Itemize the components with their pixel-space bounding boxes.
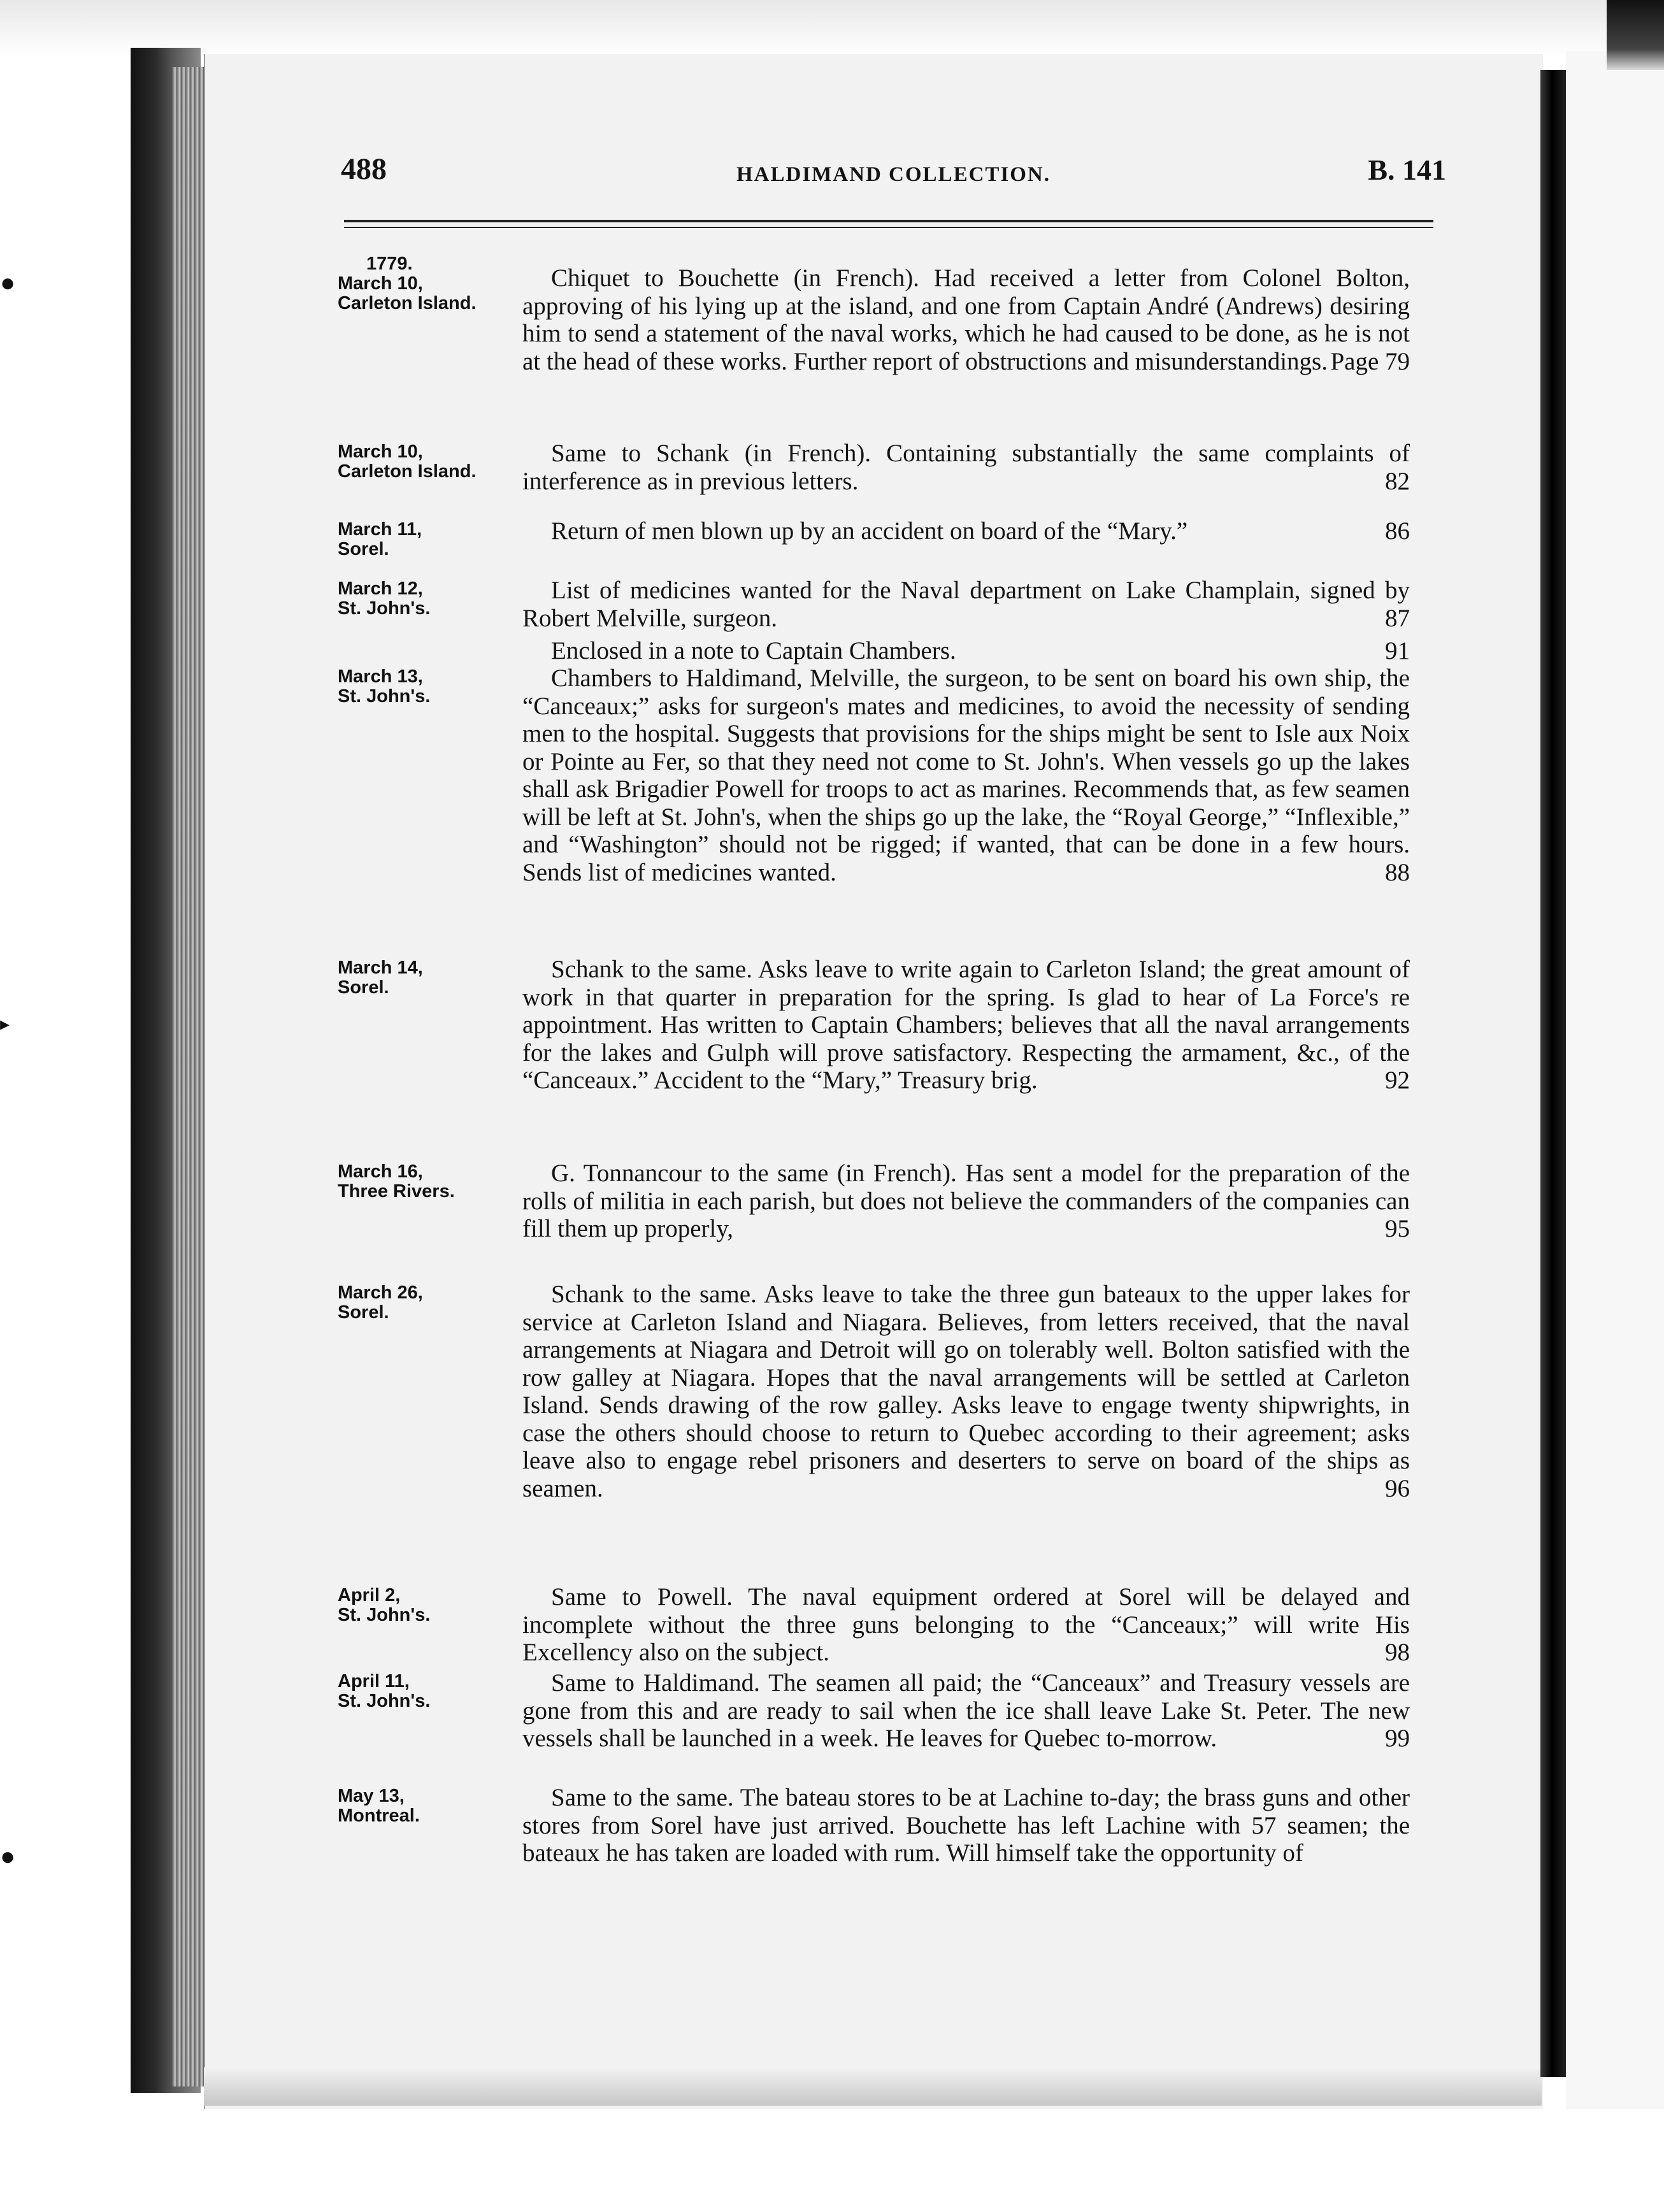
entry-body xyxy=(522,440,1410,495)
page-reference: 96 xyxy=(1385,1474,1410,1502)
entry-text: G. Tonnancour to the same (in French). Has sent a model for the preparation of the rolls of militia in each parish, but does not believe the commanders of the companies can fill them up properly, xyxy=(522,1160,1410,1242)
entry-date: March 11, xyxy=(338,519,422,540)
entry-place: Sorel. xyxy=(338,1302,389,1323)
entry-place: Three Rivers. xyxy=(338,1181,455,1202)
entry-body xyxy=(522,264,1410,375)
scan-speck: ● xyxy=(0,1842,16,1871)
header-rule-thin xyxy=(344,227,1433,228)
entry-date: April 2, xyxy=(338,1585,401,1605)
entry-date: March 12, xyxy=(338,578,423,599)
entry-date: March 16, xyxy=(338,1161,423,1182)
page-reference: 82 xyxy=(1385,467,1410,495)
entry-dateline xyxy=(338,1586,529,1625)
page-reference: 88 xyxy=(1385,858,1410,886)
entry-date: March 13, xyxy=(338,666,423,687)
entry-text: Same to the same. The bateau stores to be at Lachine to-day; the brass guns and other stores from Sorel have just arrived. Bouchette has left Lachine with 57 seamen; the bateaux he has taken are loaded with rum. Will himself take the opportunity of xyxy=(522,1784,1410,1867)
entry-text: Chiquet to Bouchette (in French). Had received a letter from Colonel Bolton, approving of his lying up at the island, and one from Captain André (Andrews) desiring him to send a statement of the naval works, which he had caused to be done, as he is not at the head of these works. Further report of obstructions and misunderstandings. xyxy=(522,264,1410,375)
entry-text: Chambers to Haldimand, Melville, the surgeon, to be sent on board his own ship, the “Canceaux;” asks for surgeon's mates and medicines, to avoid the necessity of sending men to the hospital. Suggests that provisions for the ships might be sent to Isle aux Noix or Pointe au Fer, so that they need not come to St. John's. When vessels go up the lakes shall ask Brigadier Powell for troops to act as marines. Recommends that, as few seamen will be left at St. John's, when the ships go up the lake, the “Royal George,” “Inflexible,” and “Washington” should not be rigged; if wanted, that can be done in a few hours. Sends list of medicines wanted. xyxy=(522,664,1410,886)
facing-page xyxy=(1566,51,1664,2109)
entry-body xyxy=(522,1784,1410,1867)
page-reference: 92 xyxy=(1385,1066,1410,1094)
entry-text: Schank to the same. Asks leave to take the three gun bateaux to the upper lakes for service at Carleton Island and Niagara. Believes, from letters received, that the naval arrangements at Niagara and Detroit will go on tolerably well. Bolton satisfied with the row galley at Niagara. Hopes that the naval arrangements will be settled at Carleton Island. Sends drawing of the row galley. Asks leave to engage twenty shipwrights, in case the others should choose to return to Quebec according to their agreement; asks leave also to engage rebel prisoners and deserters to serve on board of the ships as seamen. xyxy=(522,1281,1410,1502)
entry-body xyxy=(522,1160,1410,1243)
entry-dateline xyxy=(338,579,529,619)
entry-date: March 10, xyxy=(338,442,423,462)
scan-speck: ● xyxy=(0,268,16,297)
entry-place: Sorel. xyxy=(338,977,389,998)
entry-dateline xyxy=(338,254,529,313)
entry-year: 1779. xyxy=(366,254,413,274)
entry-body xyxy=(522,664,1410,886)
volume-reference: B. 141 xyxy=(1368,154,1446,186)
entry-place: St. John's. xyxy=(338,1691,431,1711)
running-header xyxy=(341,152,1446,196)
page-reference: 86 xyxy=(1385,517,1410,545)
book-gutter xyxy=(1540,70,1566,2077)
entry-body xyxy=(522,1583,1410,1667)
entry-date: April 11, xyxy=(338,1671,410,1691)
header-rule xyxy=(344,220,1433,222)
page-number: 488 xyxy=(341,152,387,186)
entry-date: March 14, xyxy=(338,958,423,978)
entry-place: Carleton Island. xyxy=(338,293,477,313)
scan-corner-shadow xyxy=(1607,0,1664,70)
entry-place: St. John's. xyxy=(338,598,431,619)
page-reference: 98 xyxy=(1385,1639,1410,1666)
page-bottom-shadow xyxy=(204,2067,1542,2106)
entry-body xyxy=(522,1669,1410,1753)
entry-body xyxy=(522,517,1410,545)
entry-place: St. John's. xyxy=(338,686,431,707)
entry-text: Schank to the same. Asks leave to write again to Carleton Island; the great amount of work in that quarter in preparation for the spring. Is glad to hear of La Force's re appointment. Has written to Captain Chambers; believes that all the naval arrangements for the lakes and Gulph will prove satisfactory. Respecting the armament, &c., of the “Canceaux.” Accident to the “Mary,” Treasury brig. xyxy=(522,956,1410,1094)
entry-body xyxy=(522,956,1410,1095)
entry-place: Sorel. xyxy=(338,539,389,559)
scan-top-shadow xyxy=(0,0,1664,57)
entry-dateline xyxy=(338,1786,529,1826)
page-reference: 99 xyxy=(1385,1725,1410,1752)
entry-date: March 26, xyxy=(338,1282,423,1303)
page-reference: 87 xyxy=(1385,604,1410,632)
entry-dateline xyxy=(338,958,529,998)
entry-text: Same to Schank (in French). Containing substantially the same complaints of interference as in previous letters. xyxy=(522,440,1410,495)
entry-text: Same to Powell. The naval equipment ordered at Sorel will be delayed and incomplete without the three guns belonging to the “Canceaux;” will write His Excellency also on the subject. xyxy=(522,1583,1410,1666)
entry-dateline xyxy=(338,1672,529,1711)
entry-body xyxy=(522,577,1410,632)
running-title: HALDIMAND COLLECTION. xyxy=(736,163,1051,186)
calendar-entry xyxy=(338,252,1408,443)
entry-dateline xyxy=(338,1283,529,1323)
entry-dateline xyxy=(338,520,529,559)
entry-place: Montreal. xyxy=(338,1806,420,1826)
entry-text: Enclosed in a note to Captain Chambers. xyxy=(551,637,956,664)
entry-dateline xyxy=(338,667,529,707)
page-reference: 91 xyxy=(1385,637,1410,664)
entry-text: Same to Haldimand. The seamen all paid; the “Canceaux” and Treasury vessels are gone from this and are ready to sail when the ice shall leave Lake St. Peter. The new vessels shall be launched in a week. He leaves for Quebec to-morrow. xyxy=(522,1669,1410,1752)
page-reference: 95 xyxy=(1385,1215,1410,1242)
entry-text: Return of men blown up by an accident on board of the “Mary.” xyxy=(551,517,1188,545)
entry-body xyxy=(522,637,1410,665)
entry-date: May 13, xyxy=(338,1786,405,1806)
entry-dateline xyxy=(338,1162,529,1202)
scan-speck: ▸ xyxy=(0,1014,10,1035)
entry-dateline xyxy=(338,442,529,482)
page-reference: Page 79 xyxy=(1330,347,1410,375)
entry-place: Carleton Island. xyxy=(338,461,477,482)
entry-text: List of medicines wanted for the Naval department on Lake Champlain, signed by Robert Melville, surgeon. xyxy=(522,577,1410,632)
entry-date: March 10, xyxy=(338,273,423,294)
entry-body xyxy=(522,1281,1410,1502)
entry-place: St. John's. xyxy=(338,1605,431,1625)
